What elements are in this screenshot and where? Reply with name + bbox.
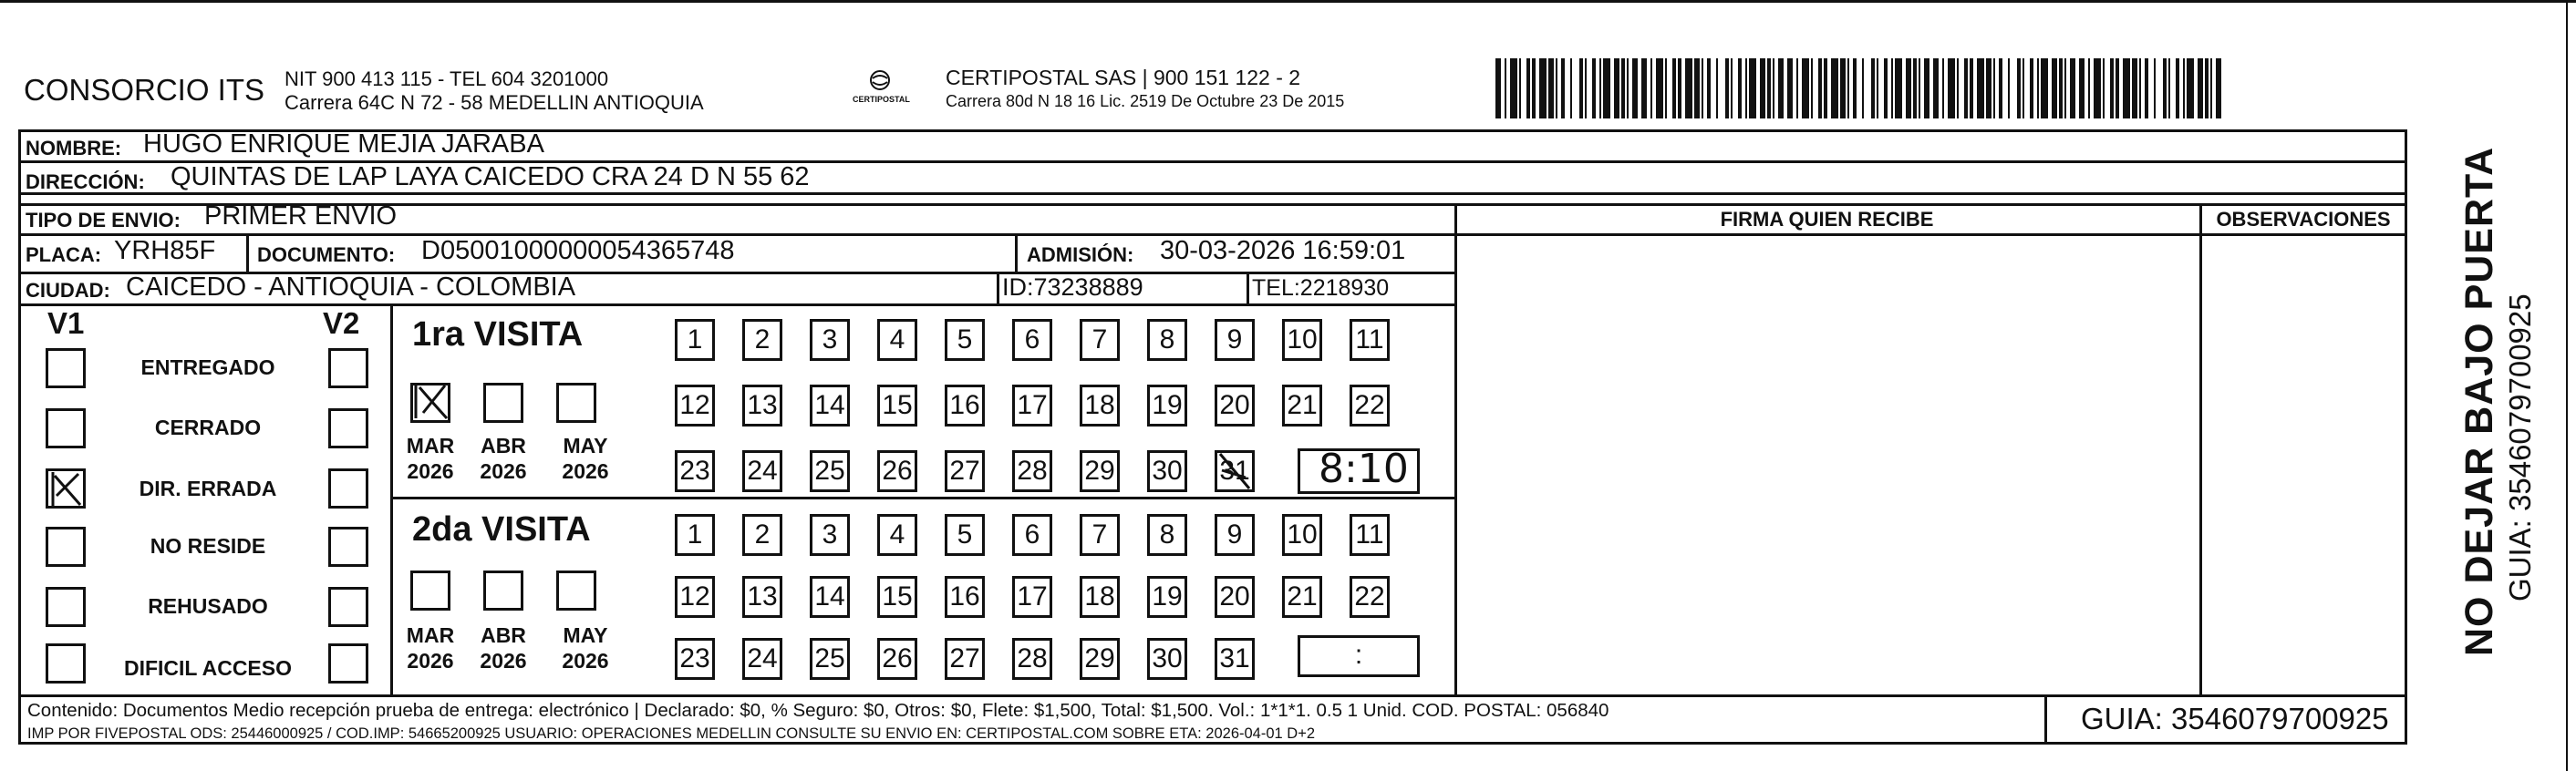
nombre-label: NOMBRE: [26,137,122,159]
visit1-day-11[interactable]: 11 [1350,319,1390,361]
visit2-day-21[interactable]: 21 [1282,576,1322,618]
visit1-year-mar-label: 2026 [407,459,454,483]
visit2-day-30[interactable]: 30 [1147,638,1187,680]
v1-cerrado-checkbox[interactable] [46,408,86,448]
visit1-time-box[interactable] [1298,448,1420,494]
visit1-day-3[interactable]: 3 [810,319,850,361]
visit2-day-2[interactable]: 2 [742,514,782,556]
visit1-day-25[interactable]: 25 [810,450,850,492]
v1-dificil-acceso-checkbox[interactable] [46,643,86,684]
v2-rehusado-checkbox[interactable] [328,587,368,627]
visit1-day-21[interactable]: 21 [1282,385,1322,427]
column-line [997,272,999,303]
visit1-day-22[interactable]: 22 [1350,385,1390,427]
signature-area[interactable] [1459,239,2194,691]
footer-contenido: Contenido: Documentos Medio recepción prueba de entrega: electrónico | Declarado: $0, % Seguro: $0, Otros: $0, Flete: $1,500, Total: $1,500. Vol.: 1*1*1. 0.5 1 Unid. COD. POSTAL: 056840 [27,700,1609,721]
visit1-day-7[interactable]: 7 [1080,319,1120,361]
visit1-year-may-label: 2026 [562,459,609,483]
visit2-time-value: : [1354,640,1363,670]
row-line [18,192,2407,195]
visit1-day-26[interactable]: 26 [877,450,917,492]
visit2-time-box[interactable] [1298,635,1420,677]
v1-header: V1 [47,306,85,340]
column-header-line [1454,233,2407,236]
carrier-license: Carrera 80d N 18 16 Lic. 2519 De Octubre 23 De 2015 [946,92,1345,110]
option-entregado: ENTREGADO [140,355,275,379]
visit1-day-16[interactable]: 16 [945,385,985,427]
visit2-day-14[interactable]: 14 [810,576,850,618]
visit1-day-19[interactable]: 19 [1147,385,1187,427]
visit2-day-3[interactable]: 3 [810,514,850,556]
v2-header: V2 [323,306,360,340]
column-line [1015,233,1018,272]
visit1-day-9[interactable]: 9 [1215,319,1255,361]
visit2-day-18[interactable]: 18 [1080,576,1120,618]
visit2-day-24[interactable]: 24 [742,638,782,680]
visit2-day-17[interactable]: 17 [1012,576,1052,618]
visit1-day-8[interactable]: 8 [1147,319,1187,361]
observaciones-header: OBSERVACIONES [2216,208,2391,231]
visit1-day-10[interactable]: 10 [1282,319,1322,361]
visit2-day-22[interactable]: 22 [1350,576,1390,618]
company-name: CONSORCIO ITS [24,73,265,107]
visit1-month-mar-label: MAR [406,434,455,457]
visit2-day-23[interactable]: 23 [675,638,715,680]
visit2-day-12[interactable]: 12 [675,576,715,618]
visit2-day-1[interactable]: 1 [675,514,715,556]
visit2-month-may-box[interactable] [556,571,596,611]
visit2-day-31[interactable]: 31 [1215,638,1255,680]
visit1-day-18[interactable]: 18 [1080,385,1120,427]
footer-imp: IMP POR FIVEPOSTAL ODS: 25446000925 / COD.IMP: 54665200925 USUARIO: OPERACIONES MEDELLIN CONSULTE SU ENVIO EN: CERTIPOSTAL.COM SOBRE ETA: 2026-04-01 D+2 [27,725,1316,742]
visit1-year-abr-label: 2026 [480,459,527,483]
visit2-month-mar-box[interactable] [410,571,450,611]
side-guia: GUIA: 3546079700925 [2503,293,2537,601]
visit2-day-10[interactable]: 10 [1282,514,1322,556]
carrier-name: CERTIPOSTAL SAS | 900 151 122 - 2 [946,66,1301,89]
visit1-day-27[interactable]: 27 [945,450,985,492]
visit1-day-5[interactable]: 5 [945,319,985,361]
visit2-day-13[interactable]: 13 [742,576,782,618]
visit2-day-27[interactable]: 27 [945,638,985,680]
visit2-day-15[interactable]: 15 [877,576,917,618]
column-line [2044,694,2047,745]
visit1-day-29[interactable]: 29 [1080,450,1120,492]
visit2-day-8[interactable]: 8 [1147,514,1187,556]
admision-label: ADMISIÓN: [1027,243,1134,266]
visit1-day-12[interactable]: 12 [675,385,715,427]
handwritten-check-mark [410,380,450,420]
visit1-day-20[interactable]: 20 [1215,385,1255,427]
column-line [1454,203,1457,694]
visit2-month-may-label: MAY [563,623,608,647]
v1-no-reside-checkbox[interactable] [46,527,86,567]
logo-caption: CERTIPOSTAL [853,95,910,104]
v1-dir-errada-checkbox[interactable] [46,468,86,509]
visit2-day-6[interactable]: 6 [1012,514,1052,556]
option-dificil-acceso: DIFICIL ACCESO [123,656,292,680]
tipo-envio-value: PRIMER ENVIO [204,201,398,231]
visit2-day-28[interactable]: 28 [1012,638,1052,680]
company-address: Carrera 64C N 72 - 58 MEDELLIN ANTIOQUIA [284,91,704,114]
v2-dir-errada-checkbox[interactable] [328,468,368,509]
section-divider [390,497,1454,499]
visit2-year-may-label: 2026 [562,649,609,673]
right-edge-line [2566,0,2568,771]
visit1-day-15[interactable]: 15 [877,385,917,427]
visit1-day-31[interactable]: 31 [1215,450,1255,492]
row-line [18,303,1454,306]
visit1-day-4[interactable]: 4 [877,319,917,361]
visit1-day-6[interactable]: 6 [1012,319,1052,361]
footer-guia: GUIA: 3546079700925 [2081,702,2389,735]
visit2-year-mar-label: 2026 [407,649,454,673]
column-line [246,233,249,272]
visit2-day-7[interactable]: 7 [1080,514,1120,556]
visit2-day-20[interactable]: 20 [1215,576,1255,618]
visit1-day-17[interactable]: 17 [1012,385,1052,427]
top-edge-line [0,0,2576,3]
v2-entregado-checkbox[interactable] [328,348,368,388]
visit2-day-19[interactable]: 19 [1147,576,1187,618]
side-warning: NO DEJAR BAJO PUERTA [2457,146,2501,656]
company-nit: NIT 900 413 115 - TEL 604 3201000 [284,67,609,90]
ciudad-value: CAICEDO - ANTIOQUIA - COLOMBIA [126,272,576,302]
visit2-month-abr-box[interactable] [483,571,523,611]
visit2-month-abr-label: ABR [481,623,526,647]
visit1-month-may-label: MAY [563,434,608,457]
visit1-day-28[interactable]: 28 [1012,450,1052,492]
column-line [1247,272,1249,303]
visit2-day-9[interactable]: 9 [1215,514,1255,556]
visit1-day-13[interactable]: 13 [742,385,782,427]
handwritten-check-mark [46,468,86,509]
option-cerrado: CERRADO [154,416,262,439]
visit2-title: 2da VISITA [412,510,591,549]
visit2-day-25[interactable]: 25 [810,638,850,680]
visit2-month-mar-label: MAR [406,623,455,647]
visit1-day-1[interactable]: 1 [675,319,715,361]
visit2-day-5[interactable]: 5 [945,514,985,556]
visit1-day-23[interactable]: 23 [675,450,715,492]
visit1-day-30[interactable]: 30 [1147,450,1187,492]
v1-entregado-checkbox[interactable] [46,348,86,388]
option-rehusado: REHUSADO [148,594,268,618]
admision-value: 30-03-2026 16:59:01 [1160,236,1406,265]
visit1-title: 1ra VISITA [412,315,584,354]
option-dir-errada: DIR. ERRADA [139,477,277,500]
visit2-day-29[interactable]: 29 [1080,638,1120,680]
nombre-value: HUGO ENRIQUE MEJIA JARABA [143,129,544,159]
documento-label: DOCUMENTO: [257,243,396,266]
placa-label: PLACA: [26,243,102,266]
visit1-day-2[interactable]: 2 [742,319,782,361]
direccion-value: QUINTAS DE LAP LAYA CAICEDO CRA 24 D N 55 62 [171,162,810,191]
row-line [18,694,2407,697]
v2-dificil-acceso-checkbox[interactable] [328,643,368,684]
visit2-day-11[interactable]: 11 [1350,514,1390,556]
documento-value: D05001000000054365748 [421,236,735,265]
visit2-day-26[interactable]: 26 [877,638,917,680]
placa-value: YRH85F [114,236,216,265]
certipostal-logo [853,67,910,113]
firma-header: FIRMA QUIEN RECIBE [1720,208,1934,231]
visit1-time-value: 8:10 [1319,446,1409,492]
visit2-day-4[interactable]: 4 [877,514,917,556]
visit1-day-14[interactable]: 14 [810,385,850,427]
column-line [2199,203,2202,694]
tipo-envio-label: TIPO DE ENVIO: [26,209,181,231]
option-no-reside: NO RESIDE [150,534,266,558]
visit2-day-16[interactable]: 16 [945,576,985,618]
direccion-label: DIRECCIÓN: [26,170,145,193]
ciudad-label: CIUDAD: [26,279,110,302]
v1-rehusado-checkbox[interactable] [46,587,86,627]
observations-area[interactable] [2205,239,2404,691]
barcode [1495,58,2225,118]
id-value: ID:73238889 [1002,273,1143,301]
visit1-month-abr-box[interactable] [483,383,523,423]
visit1-month-may-box[interactable] [556,383,596,423]
v2-no-reside-checkbox[interactable] [328,527,368,567]
visit2-year-abr-label: 2026 [480,649,527,673]
column-line [390,303,393,694]
visit1-month-mar-box[interactable] [410,383,450,423]
visit1-day-24[interactable]: 24 [742,450,782,492]
handwritten-strike-mark [1215,450,1255,492]
visit1-month-abr-label: ABR [481,434,526,457]
tel-value: TEL:2218930 [1252,275,1390,301]
v2-cerrado-checkbox[interactable] [328,408,368,448]
